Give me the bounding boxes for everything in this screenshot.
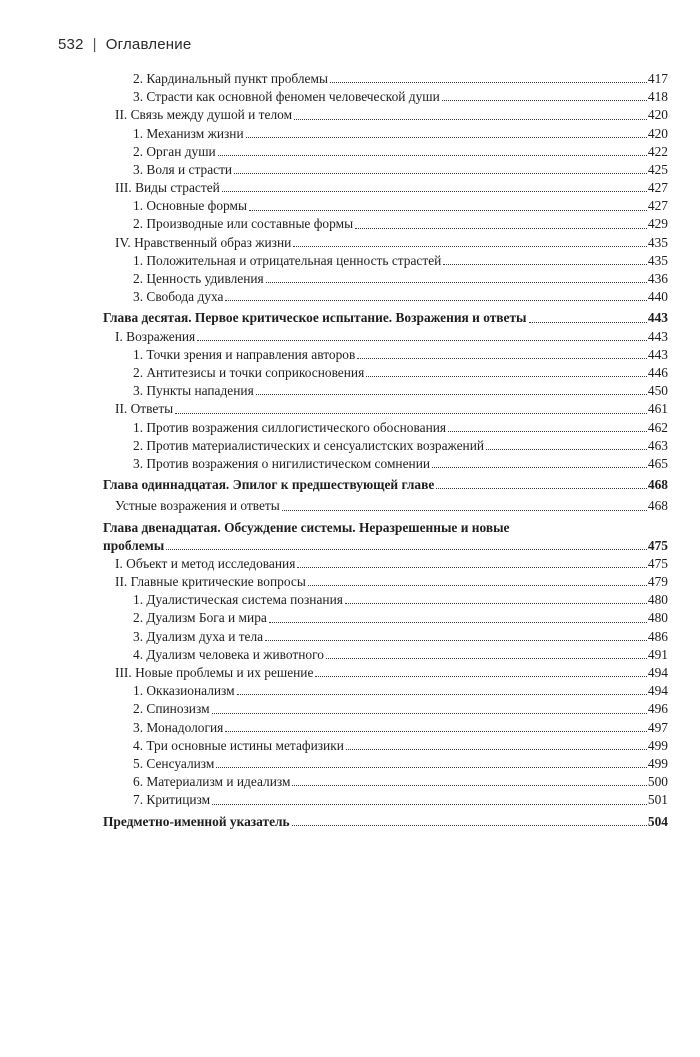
entry-page: 494 <box>647 683 668 699</box>
page-number: 532 <box>58 36 84 53</box>
dot-leader <box>529 322 647 323</box>
entry-page: 427 <box>647 198 668 214</box>
toc-entry <box>103 197 668 215</box>
entry-title: 2. Ценность удивления <box>133 271 264 287</box>
entry-title: 3. Дуализм духа и тела <box>133 628 264 644</box>
entry-title: 4. Дуализм человека и животного <box>133 646 324 662</box>
entry-title: 7. Критицизм <box>133 792 211 808</box>
toc-entry <box>103 328 668 346</box>
running-header <box>58 36 191 53</box>
entry-page: 499 <box>647 755 668 771</box>
entry-page: 501 <box>647 792 668 808</box>
dot-leader <box>265 640 647 641</box>
entry-page: 429 <box>647 216 668 232</box>
dot-leader <box>218 155 647 156</box>
toc-entry <box>103 143 668 161</box>
toc-entry <box>103 700 668 718</box>
dot-leader <box>282 510 647 511</box>
dot-leader <box>249 210 647 211</box>
entry-page: 435 <box>647 234 668 250</box>
dot-leader <box>246 137 647 138</box>
entry-page: 494 <box>647 665 668 680</box>
dot-leader <box>225 731 647 732</box>
toc-entry <box>103 70 668 88</box>
entry-title: 1. Окказионализм <box>133 683 235 699</box>
entry-page: 420 <box>647 125 668 141</box>
entry-title: 1. Точки зрения и направления авторов <box>133 346 356 362</box>
entry-page: 468 <box>647 498 668 514</box>
dot-leader <box>292 785 646 786</box>
entry-title: 2. Против материалистических и сенсуалистских возражений <box>133 437 485 453</box>
dot-leader <box>448 431 647 432</box>
dot-leader <box>166 549 647 550</box>
dot-leader <box>269 622 647 623</box>
entry-title: Глава одиннадцатая. Эпилог к предшествующей главе <box>103 477 435 493</box>
toc-entry <box>103 161 668 179</box>
toc-index-entry <box>103 813 668 831</box>
toc-entry <box>103 646 668 664</box>
entry-title: I. Объект и метод исследования <box>115 555 296 571</box>
entry-title: I. Возражения <box>115 328 196 344</box>
entry-page: 443 <box>647 310 668 326</box>
dot-leader <box>175 413 647 414</box>
entry-page: 480 <box>647 610 668 626</box>
entry-title: 5. Сенсуализм <box>133 755 215 771</box>
entry-page: 425 <box>647 161 668 177</box>
header-separator: | <box>92 36 97 53</box>
entry-page: 463 <box>647 437 668 453</box>
entry-title: 1. Механизм жизни <box>133 125 244 141</box>
toc-entry <box>103 497 668 515</box>
table-of-contents <box>103 70 668 831</box>
dot-leader <box>293 246 647 247</box>
dot-leader <box>225 300 646 301</box>
entry-title: 1. Дуалистическая система познания <box>133 592 343 608</box>
dot-leader <box>212 713 647 714</box>
dot-leader <box>345 603 647 604</box>
dot-leader <box>266 282 647 283</box>
toc-entry <box>103 719 668 737</box>
entry-title: 6. Материализм и идеализм <box>133 774 291 790</box>
entry-title: 2. Дуализм Бога и мира <box>133 610 267 626</box>
entry-page: 450 <box>647 383 668 399</box>
entry-page: 443 <box>647 328 668 344</box>
section-title: Оглавление <box>105 36 192 53</box>
dot-leader <box>294 119 647 120</box>
toc-entry <box>103 419 668 437</box>
toc-entry <box>103 179 668 197</box>
dot-leader <box>216 767 647 768</box>
toc-entry <box>103 252 668 270</box>
toc-entry <box>103 106 668 124</box>
dot-leader <box>432 467 647 468</box>
entry-page: 443 <box>647 346 668 362</box>
entry-title: 3. Пункты нападения <box>133 383 254 399</box>
dot-leader <box>237 694 647 695</box>
toc-entry <box>103 346 668 364</box>
toc-entry <box>103 555 668 573</box>
entry-title: 1. Положительная и отрицательная ценность страстей <box>133 252 442 268</box>
toc-entry <box>103 791 668 809</box>
entry-page: 446 <box>647 364 668 380</box>
toc-entry <box>103 382 668 400</box>
toc-chapter <box>103 309 668 327</box>
dot-leader <box>297 567 647 568</box>
toc-entry <box>103 216 668 234</box>
entry-title: 1. Против возражения силлогистического обоснования <box>133 419 447 435</box>
entry-title: 2. Кардинальный пункт проблемы <box>133 70 328 86</box>
toc-entry <box>103 88 668 106</box>
entry-page: 499 <box>647 737 668 753</box>
dot-leader <box>256 394 647 395</box>
toc-entry <box>103 609 668 627</box>
dot-leader <box>346 749 647 750</box>
entry-title: II. Главные критические вопросы <box>115 574 306 590</box>
dot-leader <box>315 676 646 677</box>
entry-page: 480 <box>647 592 668 608</box>
entry-title: 3. Против возражения о нигилистическом сомнении <box>133 455 431 471</box>
entry-page: 436 <box>647 271 668 287</box>
entry-page: 440 <box>647 289 668 305</box>
entry-page: 417 <box>647 70 668 86</box>
entry-title: 2. Производные или составные формы <box>133 216 354 232</box>
entry-title: 3. Воля и страсти <box>133 161 233 177</box>
toc-entry <box>103 234 668 252</box>
dot-leader <box>292 825 647 826</box>
entry-title: Устные возражения и ответы <box>115 498 280 514</box>
dot-leader <box>442 100 647 101</box>
toc-entry <box>103 682 668 700</box>
entry-title: 2. Спинозизм <box>133 701 210 717</box>
entry-title: 4. Три основные истины метафизики <box>133 737 344 753</box>
toc-entry <box>103 270 668 288</box>
toc-chapter <box>103 537 668 555</box>
dot-leader <box>197 340 647 341</box>
entry-page: 486 <box>647 628 668 644</box>
entry-page: 461 <box>647 401 668 417</box>
entry-page: 496 <box>647 701 668 717</box>
entry-title: 3. Страсти как основной феномен человеческой души <box>133 89 440 105</box>
toc-entry <box>103 573 668 591</box>
dot-leader <box>326 658 647 659</box>
entry-page: 500 <box>647 774 668 790</box>
toc-chapter <box>103 476 668 494</box>
toc-entry <box>103 288 668 306</box>
dot-leader <box>443 264 647 265</box>
entry-page: 422 <box>647 143 668 159</box>
entry-title: 1. Основные формы <box>133 198 247 214</box>
entry-page: 418 <box>647 89 668 105</box>
dot-leader <box>234 173 647 174</box>
entry-title: 3. Монадология <box>133 719 224 735</box>
entry-title: 3. Свобода духа <box>133 289 224 305</box>
dot-leader <box>212 804 647 805</box>
toc-entry <box>103 400 668 418</box>
toc-entry <box>103 125 668 143</box>
entry-page: 497 <box>647 719 668 735</box>
entry-title: II. Ответы <box>115 401 174 417</box>
entry-title: 2. Орган души <box>133 143 216 159</box>
entry-title: Предметно-именной указатель <box>103 813 290 829</box>
entry-title: проблемы <box>103 537 165 553</box>
entry-page: 479 <box>647 574 668 590</box>
entry-title: III. Новые проблемы и их решение <box>115 665 314 680</box>
entry-title: 2. Антитезисы и точки соприкосновения <box>133 364 365 380</box>
toc-entry <box>103 737 668 755</box>
dot-leader <box>486 449 647 450</box>
entry-title: II. Связь между душой и телом <box>115 107 293 123</box>
toc-entry <box>103 364 668 382</box>
entry-page: 475 <box>647 555 668 571</box>
entry-page: 491 <box>647 646 668 662</box>
dot-leader <box>436 488 647 489</box>
dot-leader <box>222 191 647 192</box>
entry-page: 462 <box>647 419 668 435</box>
dot-leader <box>366 376 647 377</box>
entry-page: 504 <box>647 813 668 829</box>
dot-leader <box>355 228 647 229</box>
toc-chapter-line1: Глава двенадцатая. Обсуждение системы. Неразрешенные и новые <box>103 519 510 535</box>
toc-entry <box>103 591 668 609</box>
entry-title: III. Виды страстей <box>115 180 220 196</box>
toc-entry <box>103 628 668 646</box>
toc-entry <box>103 755 668 773</box>
entry-page: 475 <box>647 537 668 553</box>
entry-page: 468 <box>647 477 668 493</box>
dot-leader <box>330 82 647 83</box>
entry-page: 465 <box>647 455 668 471</box>
entry-title: Глава десятая. Первое критическое испытание. Возражения и ответы <box>103 310 527 326</box>
dot-leader <box>357 358 647 359</box>
dot-leader <box>308 585 647 586</box>
toc-entry <box>103 437 668 455</box>
entry-title: IV. Нравственный образ жизни <box>115 234 292 250</box>
toc-entry <box>103 455 668 473</box>
entry-page: 427 <box>647 180 668 196</box>
entry-page: 420 <box>647 107 668 123</box>
entry-page: 435 <box>647 252 668 268</box>
toc-entry <box>103 664 668 682</box>
toc-entry <box>103 773 668 791</box>
